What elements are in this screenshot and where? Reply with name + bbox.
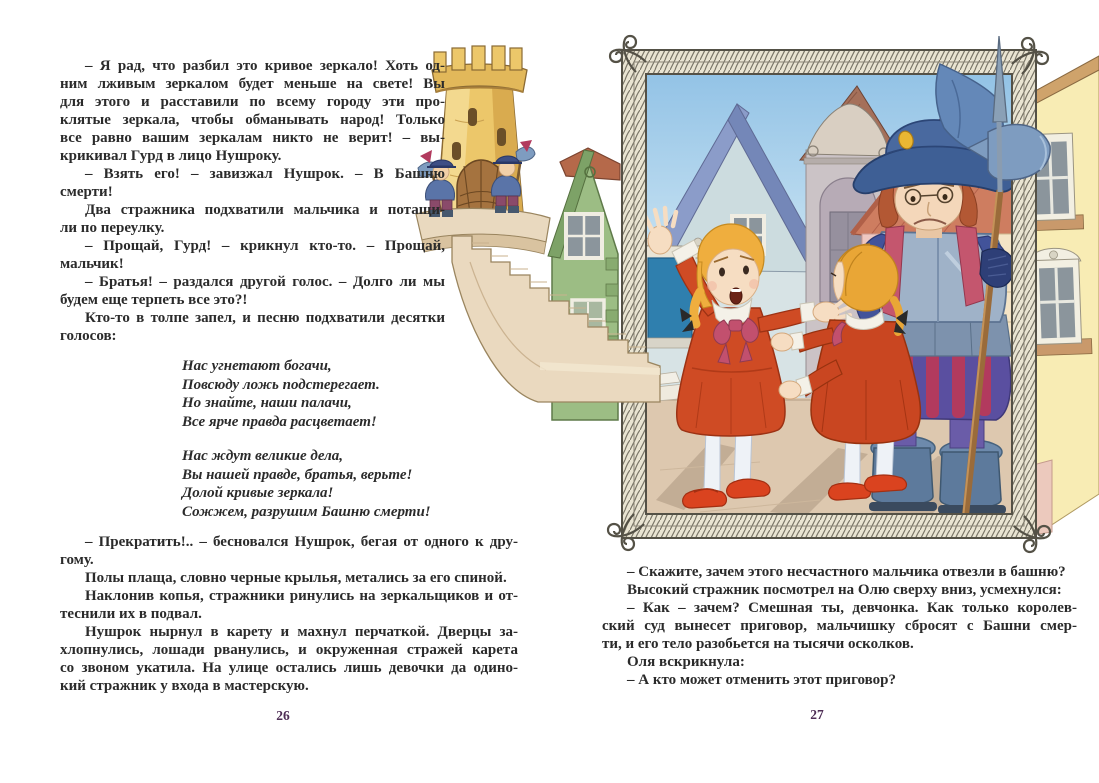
paragraph bbox=[182, 357, 482, 431]
right-page-text bbox=[602, 563, 1077, 689]
page-number-right: 27 bbox=[810, 707, 824, 722]
text-line: хлопнулись, лошади рванулись, и окруженная стражей карета bbox=[60, 642, 518, 658]
text-line: смерти! bbox=[60, 184, 113, 200]
paragraph bbox=[602, 599, 1077, 653]
paragraph bbox=[60, 587, 518, 623]
text-line: со звоном укатила. На улице остались лишь девочки да одино- bbox=[60, 660, 518, 676]
paragraph bbox=[602, 653, 1077, 671]
paragraph bbox=[60, 201, 445, 237]
paragraph bbox=[602, 671, 1077, 689]
framed-picture bbox=[608, 36, 1050, 552]
text-line: – Я рад, что разбил это кривое зеркало! Хоть од- bbox=[85, 58, 445, 74]
text-line: Вы нашей правде, братья, верьте! bbox=[182, 466, 413, 483]
text-line: ти, и его тело разобьется на тысячи осколков. bbox=[602, 636, 914, 652]
text-line: ский суд вынесет приговор, мальчишку сбросят с Башни смер- bbox=[602, 618, 1077, 634]
text-line: Кто-то в толпе запел, и песню подхватили десятки bbox=[85, 310, 445, 326]
text-line: мальчик! bbox=[60, 256, 124, 272]
text-line: – Взять его! – завизжал Нушрок. – В Башню bbox=[85, 166, 445, 182]
text-line: Нас угнетают богачи, bbox=[182, 358, 332, 374]
text-line: Два стражника подхватили мальчика и потащи- bbox=[85, 202, 445, 218]
text-line: все равно вашим зеркалам никто не верит! – вы- bbox=[60, 130, 445, 146]
text-line: ли по переулку. bbox=[60, 220, 165, 236]
paragraph bbox=[60, 623, 518, 695]
text-line: голосов: bbox=[60, 328, 117, 344]
text-line: Но знайте, наши палачи, bbox=[182, 395, 352, 411]
paragraph bbox=[60, 165, 445, 201]
text-line: Повсюду ложь подстерегает. bbox=[182, 376, 380, 393]
paragraph bbox=[60, 237, 445, 273]
paragraph bbox=[602, 563, 1077, 581]
text-line: – Скажите, зачем этого несчастного мальчика отвезли в башню? bbox=[627, 564, 1066, 580]
text-line: Долой кривые зеркала! bbox=[182, 485, 334, 501]
page-number-left: 26 bbox=[276, 708, 290, 723]
paragraph bbox=[60, 569, 518, 587]
left-page-text-top bbox=[60, 57, 445, 345]
left-page-text-bottom bbox=[60, 533, 518, 695]
text-line: клятые зеркала, чтобы обманывать народ! Только bbox=[60, 112, 445, 128]
text-line: – А кто может отменить этот приговор? bbox=[627, 672, 896, 688]
text-line: Сожжем, разрушим Башню смерти! bbox=[182, 503, 431, 520]
text-line: крикивал Гурд в лицо Нушроку. bbox=[60, 148, 282, 164]
paragraph bbox=[60, 309, 445, 345]
protest-song-verse bbox=[182, 357, 482, 521]
paragraph bbox=[60, 533, 518, 569]
text-line: кий стражник у входа в мастерскую. bbox=[60, 678, 309, 694]
text-line: Оля вскрикнула: bbox=[627, 654, 745, 670]
text-line: для этого и расставили по всему городу эти про- bbox=[60, 94, 445, 110]
text-line: Высокий стражник посмотрел на Олю сверху вниз, усмехнулся: bbox=[627, 582, 1062, 598]
text-line: – Братья! – раздался другой голос. – Долго ли мы bbox=[85, 274, 445, 290]
text-line: – Как – зачем? Смешная ты, девчонка. Как только королев- bbox=[627, 600, 1077, 616]
text-line: теснили их в подвал. bbox=[60, 606, 202, 622]
paragraph bbox=[60, 57, 445, 165]
text-line: – Прощай, Гурд! – крикнул кто-то. – Прощай, bbox=[85, 238, 445, 254]
text-line: гому. bbox=[60, 552, 94, 568]
paragraph bbox=[602, 581, 1077, 599]
text-line: Все ярче правда расцветает! bbox=[182, 413, 377, 430]
paragraph bbox=[60, 273, 445, 309]
paragraph bbox=[182, 447, 482, 521]
text-line: ним лживым зеркалом будет меньше на свете! Вы bbox=[60, 76, 445, 92]
text-line: Нушрок нырнул в карету и махнул перчаткой. Дверцы за- bbox=[85, 624, 518, 640]
text-line: Наклонив копья, стражники ринулись на зеркальщиков и от- bbox=[85, 588, 518, 604]
text-line: Полы плаща, словно черные крылья, метались за его спиной. bbox=[85, 570, 507, 586]
text-line: Нас ждут великие дела, bbox=[182, 448, 344, 464]
text-line: будем еще терпеть все это?! bbox=[60, 292, 248, 308]
text-line: – Прекратить!.. – бесновался Нушрок, бегая от одного к дру- bbox=[85, 534, 518, 550]
